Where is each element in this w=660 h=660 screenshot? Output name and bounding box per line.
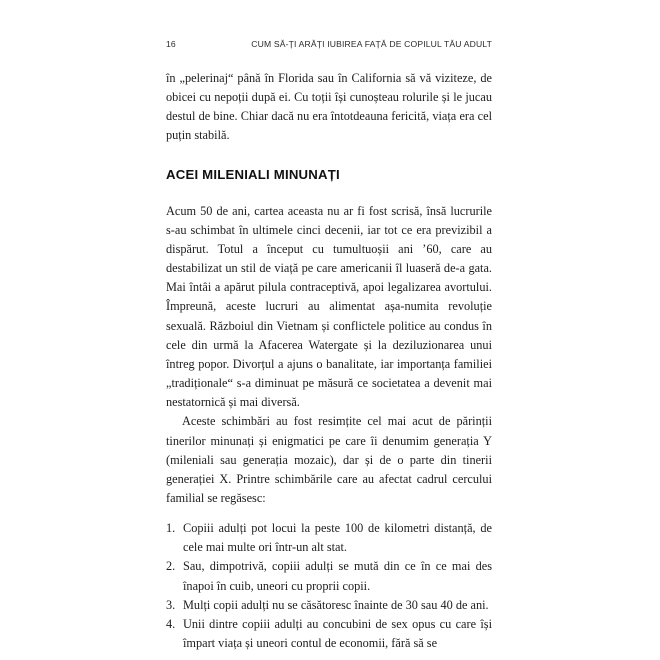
section-paragraph-2: Aceste schimbări au fost resimțite cel mai acut de părinții tinerilor minunați și enigmatici pe care îi denumim generația Y (mileniali sau generația mozaic), dar și de o parte din tinerii generației X. Printre schimbările care au afectat cadrul cercului familial se regăsesc: [166,414,492,505]
body-text [166,69,492,653]
running-header [166,39,492,49]
list-item [166,519,492,557]
opening-paragraph: în „pelerinaj“ până în Florida sau în California să vă viziteze, de obicei cu nepoții după ei. Cu toții își cunoșteau rolurile și le jucau destul de bine. Chiar dacă nu era întotdeauna fericită, viața era cel puțin stabilă. [166,71,492,143]
list-item-text: Mulți copii adulți nu se căsătoresc înainte de 30 sau 40 de ani. [183,597,489,612]
list-item-text: Sau, dimpotrivă, copiii adulți se mută din ce în ce mai des înapoi în cuib, uneori cu proprii copii. [183,559,492,593]
list-item [166,615,492,653]
section-title: ACEI MILENIALI MINUNAȚI [166,166,340,182]
list-item-number: 1. [166,521,176,536]
page-number: 16 [166,39,176,49]
list-item-text: Copiii adulți pot locui la peste 100 de kilometri distanță, de cele mai multe ori într-un alt stat. [183,521,492,555]
list-item-number: 2. [166,559,176,574]
running-title: CUM SĂ-ȚI ARĂȚI IUBIREA FAȚĂ DE COPILUL TĂU ADULT [251,39,492,49]
section-paragraph-1: Acum 50 de ani, cartea aceasta nu ar fi fost scrisă, însă lucrurile s-au schimbat în ultimele cinci decenii, iar tot ce era previzibil a dispărut. Totul a început cu tumultuoșii ani ’60, care au destabilizat un stil de viață pe care americanii îl luaseră de-a gata. Mai întâi a apărut pilula contraceptivă, apoi legalizarea avortului. Împreună, aceste lucruri au alimentat așa-numita revoluție sexuală. Războiul din Vietnam și conflictele politice au condus în cele din urmă la Afacerea Watergate și la deziluzionarea unui întreg popor. Divorțul a ajuns o banalitate, iar importanța familiei „tradiționale“ s-a diminuat pe măsură ce societatea a devenit mai nestatornică și mai diversă. [166,203,492,410]
list-item-number: 4. [166,616,176,631]
numbered-list [166,519,492,653]
list-item-number: 3. [166,597,176,612]
list-item [166,596,492,615]
list-item [166,557,492,595]
list-item-text: Unii dintre copiii adulți au concubini de sex opus cu care își împart viața și uneori contul de economii, fără să se [183,616,492,651]
